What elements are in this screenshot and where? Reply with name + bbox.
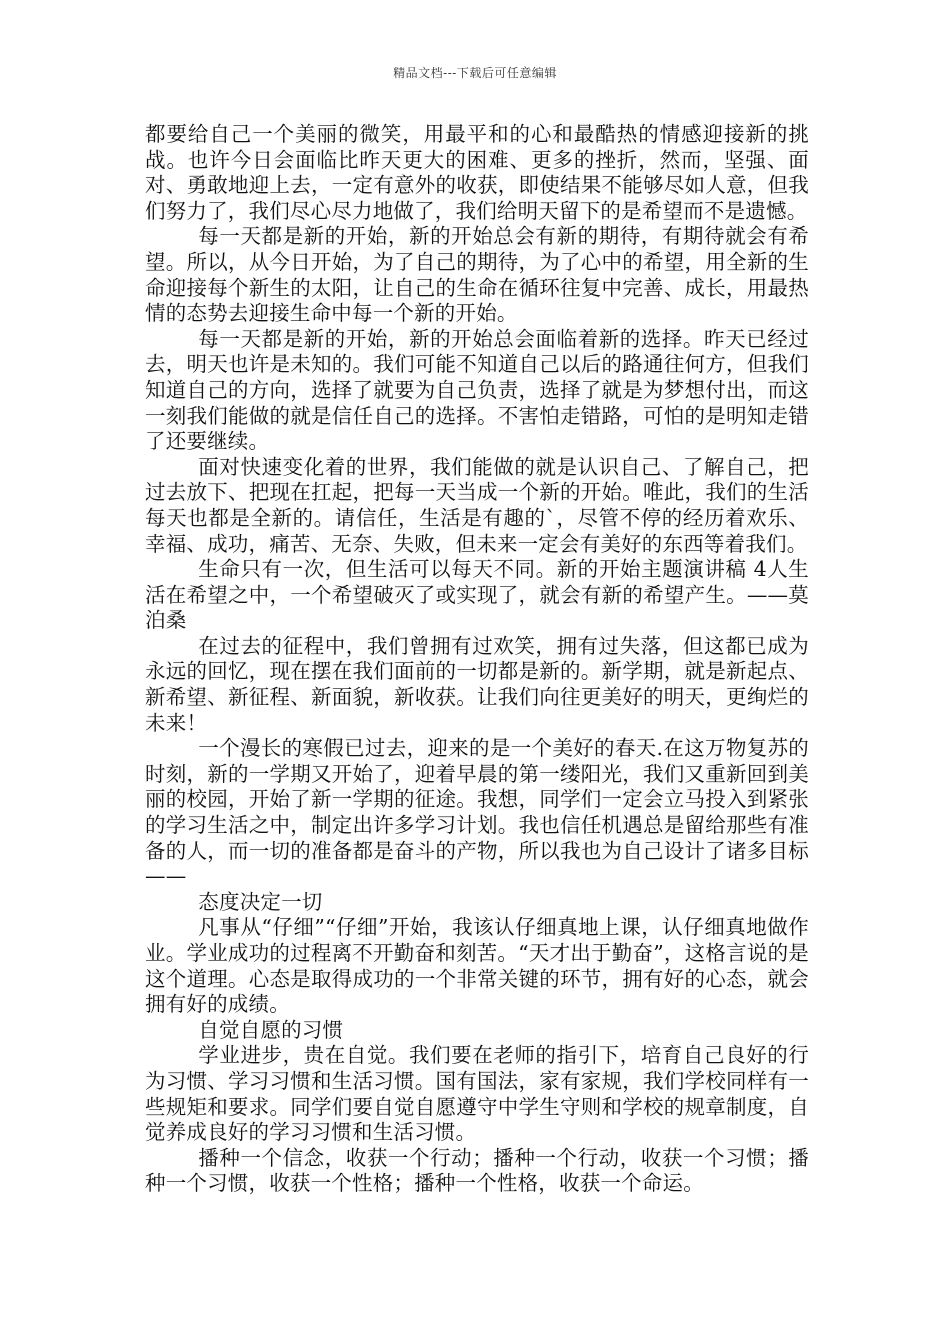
section-heading-attitude: 态度决定一切 bbox=[198, 889, 323, 914]
paragraph-4: 面对快速变化着的世界，我们能做的就是认识自己、了解自己，把过去放下、把现在扛起，把每一天当成一个新的开始。唯此，我们的生活每天也都是全新的。请信任，生活是有趣的`，尽管不停的经历着欢乐、幸福、成功，痛苦、无奈、失败，但未来一定会有美好的东西等着我们。 bbox=[145, 454, 809, 556]
paragraph-7: 一个漫长的寒假已过去，迎来的是一个美好的春天.在这万物复苏的时刻，新的一学期又开始了，迎着早晨的第一缕阳光，我们又重新回到美丽的校园，开始了新一学期的征途。我想，同学们一定会立马投入到紧张的学习生活之中，制定出许多学习计划。我也信任机遇总是留给那些有准备的人，而一切的准备都是奋斗的产物，所以我也为自己设计了诸多目标—— bbox=[145, 736, 809, 889]
document-body bbox=[145, 122, 809, 1197]
paragraph-6: 在过去的征程中，我们曾拥有过欢笑，拥有过失落，但这都已成为永远的回忆，现在摆在我们面前的一切都是新的。新学期，就是新起点、新希望、新征程、新面貌，新收获。让我们向往更美好的明天，更绚烂的未来！ bbox=[145, 633, 809, 735]
paragraph-5: 生命只有一次，但生活可以每天不同。新的开始主题演讲稿 4人生活在希望之中，一个希望破灭了或实现了，就会有新的希望产生。——莫泊桑 bbox=[145, 557, 809, 633]
paragraph-8: 凡事从“仔细”“仔细”开始，我该认仔细真地上课，认仔细真地做作业。学业成功的过程离不开勤奋和刻苦。“天才出于勤奋”，这格言说的是这个道理。心态是取得成功的一个非常关键的环节，拥有好的心态，就会拥有好的成绩。 bbox=[145, 915, 809, 1017]
paragraph-2: 每一天都是新的开始，新的开始总会有新的期待，有期待就会有希望。所以，从今日开始，为了自己的期待，为了心中的希望，用全新的生命迎接每个新生的太阳，让自己的生命在循环往复中完善、成长，用最热情的态势去迎接生命中每一个新的开始。 bbox=[145, 224, 809, 326]
paragraph-10: 播种一个信念，收获一个行动；播种一个行动，收获一个习惯；播种一个习惯，收获一个性格；播种一个性格，收获一个命运。 bbox=[145, 1145, 809, 1196]
paragraph-3: 每一天都是新的开始，新的开始总会面临着新的选择。昨天已经过去，明天也许是未知的。我们可能不知道自己以后的路通往何方，但我们知道自己的方向，选择了就要为自己负责，选择了就是为梦想付出，而这一刻我们能做的就是信任自己的选择。不害怕走错路，可怕的是明知走错了还要继续。 bbox=[145, 326, 809, 454]
paragraph-9: 学业进步，贵在自觉。我们要在老师的指引下，培育自己良好的行为习惯、学习习惯和生活习惯。国有国法，家有家规，我们学校同样有一些规矩和要求。同学们要自觉自愿遵守中学生守则和学校的规章制度，自觉养成良好的学习习惯和生活习惯。 bbox=[145, 1043, 809, 1145]
section-heading-habit: 自觉自愿的习惯 bbox=[198, 1017, 344, 1042]
paragraph-1: 都要给自己一个美丽的微笑，用最平和的心和最酷热的情感迎接新的挑战。也许今日会面临比昨天更大的困难、更多的挫折，然而，坚强、面对、勇敢地迎上去，一定有意外的收获，即使结果不能够尽如人意，但我们努力了，我们尽心尽力地做了，我们给明天留下的是希望而不是遗憾。 bbox=[145, 122, 809, 223]
page-header: 精品文档---下载后可任意编辑 bbox=[393, 66, 557, 80]
